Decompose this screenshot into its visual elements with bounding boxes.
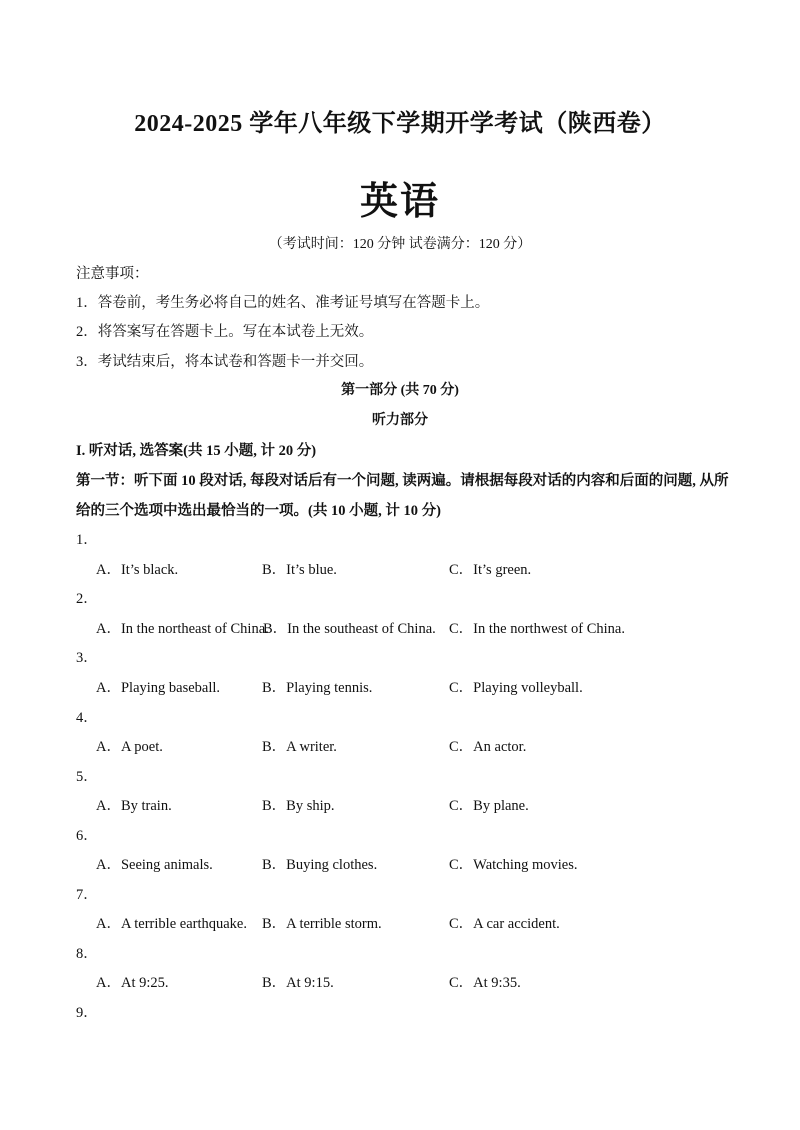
question-number: 2． bbox=[76, 591, 98, 607]
option-c: C．It’s green. bbox=[449, 562, 532, 578]
question-number: 4． bbox=[76, 710, 98, 726]
subject-title: 英语 bbox=[359, 179, 440, 223]
option-a: A．Playing baseball. bbox=[96, 680, 221, 696]
option-a: A．At 9:25. bbox=[96, 975, 169, 991]
notes-heading: 注意事项： bbox=[76, 266, 149, 282]
question-number: 6． bbox=[76, 828, 98, 844]
option-c: C．A car accident. bbox=[449, 916, 560, 932]
section-heading: I. 听对话, 选答案(共 15 小题, 计 20 分) bbox=[76, 443, 317, 459]
note-item: 1．答卷前，考生务必将自己的姓名、准考证号填写在答题卡上。 bbox=[76, 295, 490, 311]
option-c: C．At 9:35. bbox=[449, 975, 521, 991]
question-number: 8． bbox=[76, 946, 98, 962]
part-subtitle: 听力部分 bbox=[372, 413, 428, 428]
option-a: A．In the northeast of China. bbox=[96, 621, 269, 637]
option-c: C．Playing volleyball. bbox=[449, 680, 583, 696]
option-b: B．In the southeast of China. bbox=[263, 621, 436, 637]
option-b: B．At 9:15. bbox=[262, 975, 334, 991]
option-c: C．An actor. bbox=[449, 739, 527, 755]
note-item: 3．考试结束后，将本试卷和答题卡一并交回。 bbox=[76, 354, 374, 370]
option-c: C．In the northwest of China. bbox=[449, 621, 625, 637]
exam-title: 2024-2025 学年八年级下学期开学考试（陕西卷） bbox=[134, 111, 666, 137]
option-b: B．A terrible storm. bbox=[262, 916, 382, 932]
question-number: 5． bbox=[76, 769, 98, 785]
part-title: 第一部分 (共 70 分) bbox=[341, 383, 459, 398]
option-b: B．Buying clothes. bbox=[262, 857, 378, 873]
question-number: 1． bbox=[76, 532, 98, 548]
option-c: C．Watching movies. bbox=[449, 857, 578, 873]
question-number: 9． bbox=[76, 1005, 98, 1021]
option-a: A．It’s black. bbox=[96, 562, 179, 578]
option-c: C．By plane. bbox=[449, 798, 529, 814]
option-b: B．A writer. bbox=[262, 739, 337, 755]
option-a: A．By train. bbox=[96, 798, 172, 814]
question-number: 3． bbox=[76, 650, 98, 666]
question-number: 7． bbox=[76, 887, 98, 903]
option-b: B．Playing tennis. bbox=[262, 680, 373, 696]
exam-info: （考试时间：120 分钟 试卷满分：120 分） bbox=[268, 237, 532, 252]
note-item: 2．将答案写在答题卡上。写在本试卷上无效。 bbox=[76, 324, 374, 340]
option-a: A．Seeing animals. bbox=[96, 857, 213, 873]
option-a: A．A terrible earthquake. bbox=[96, 916, 247, 932]
section-instruction-line2: 给的三个选项中选出最恰当的一项。(共 10 小题, 计 10 分) bbox=[76, 503, 441, 519]
section-instruction-line1: 第一节：听下面 10 段对话, 每段对话后有一个问题, 读两遍。请根据每段对话的内容和后面的问题, 从所 bbox=[76, 473, 729, 489]
option-b: B．It’s blue. bbox=[262, 562, 337, 578]
option-b: B．By ship. bbox=[262, 798, 335, 814]
option-a: A．A poet. bbox=[96, 739, 163, 755]
